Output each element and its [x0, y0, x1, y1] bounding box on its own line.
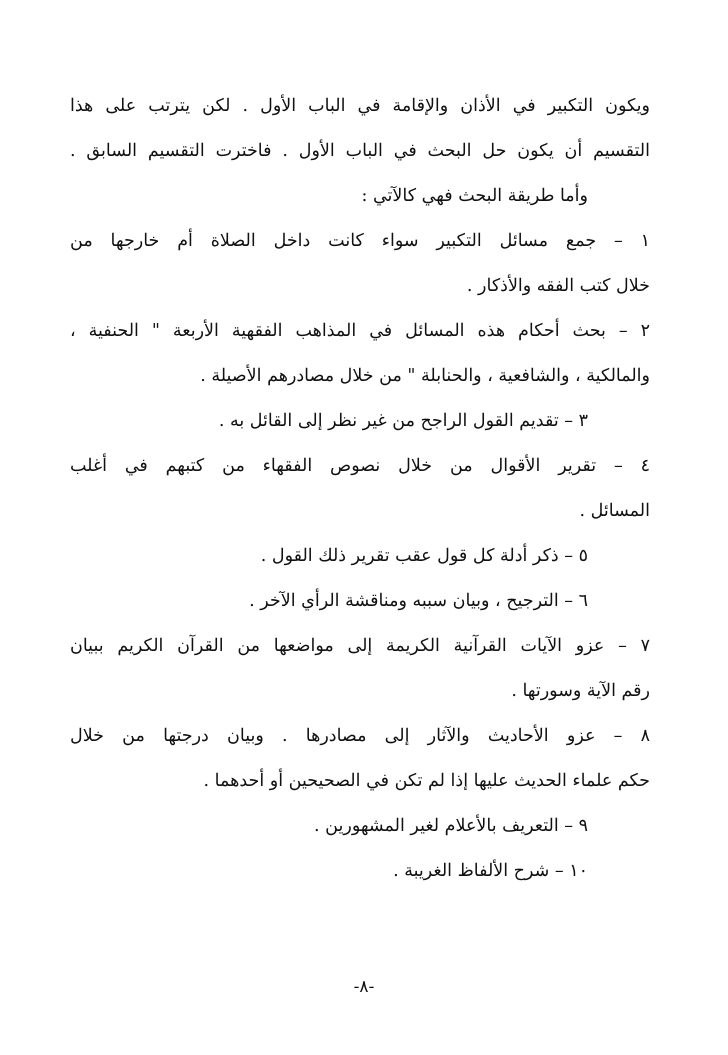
list-item-5: ٥ – ذكر أدلة كل قول عقب تقرير ذلك القول . [260, 546, 588, 566]
page-number: -٨- [353, 977, 375, 997]
text-line: التقسيم أن يكون حل البحث في الباب الأول . فاخترت التقسيم السابق . [70, 141, 650, 161]
list-item-4: ٤ – تقرير الأقوال من خلال نصوص الفقهاء من كتبهم في أغلب [70, 456, 650, 476]
list-item-2: ٢ – بحث أحكام هذه المسائل في المذاهب الفقهية الأربعة " الحنفية ، [70, 321, 650, 341]
text-line: حكم علماء الحديث عليها إذا لم تكن في الصحيحين أو أحدهما . [203, 771, 650, 791]
list-item-1: ١ – جمع مسائل التكبير سواء كانت داخل الصلاة أم خارجها من [70, 231, 650, 251]
text-line: وأما طريقة البحث فهي كالآتي : [361, 186, 588, 206]
list-item-7: ٧ – عزو الآيات القرآنية الكريمة إلى مواضعها من القرآن الكريم ببيان [70, 636, 650, 656]
text-line: المسائل . [579, 501, 650, 521]
list-item-3: ٣ – تقديم القول الراجح من غير نظر إلى القائل به . [218, 411, 588, 431]
text-line: والمالكية ، والشافعية ، والحنابلة " من خلال مصادرهم الأصيلة . [200, 366, 650, 386]
list-item-6: ٦ – الترجيح ، وبيان سببه ومناقشة الرأي الآخر . [249, 591, 588, 611]
text-line: رقم الآية وسورتها . [511, 681, 650, 701]
body-text [70, 84, 650, 894]
list-item-10: ١٠ – شرح الألفاظ الغريبة . [393, 861, 588, 881]
list-item-8: ٨ – عزو الأحاديث والآثار إلى مصادرها . وبيان درجتها من خلال [70, 726, 650, 746]
text-line: ويكون التكبير في الأذان والإقامة في الباب الأول . لكن يترتب على هذا [70, 96, 650, 116]
list-item-9: ٩ – التعريف بالأعلام لغير المشهورين . [314, 816, 588, 836]
text-line: خلال كتب الفقه والأذكار . [466, 276, 650, 296]
